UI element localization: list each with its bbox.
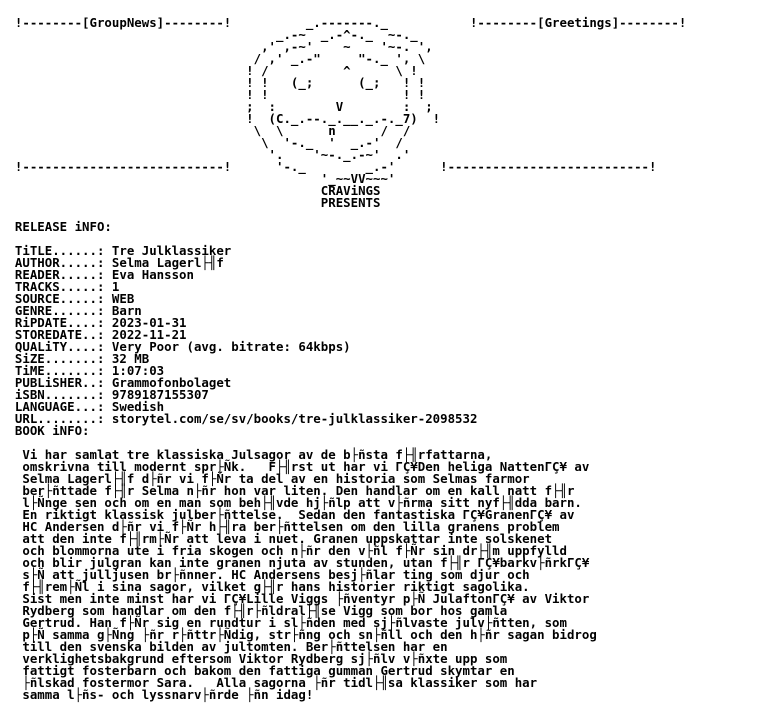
ascii-art-line: _.-~ _.-^-._ ~-._	[0, 27, 418, 42]
ascii-art-line: '. '~-._.-~' .'	[0, 147, 411, 162]
ascii-art-line: ; : V : ;	[0, 99, 433, 114]
ascii-art-line: PRESENTS	[0, 195, 381, 210]
book-info-line: Selma Lagerl├╢f d├ñr vi f├Ñr ta del av en historia som Selmas farmor	[0, 471, 530, 486]
release-info-line: RELEASE iNFO:	[0, 219, 112, 234]
book-info-line: HC Andersen d├ñr vi f├Ñr h├╢ra ber├ñttelsen om den lilla granens problem	[0, 519, 560, 534]
book-info-line: ber├ñttade f├╢r Selma n├ñr hon var liten. Den handlar om en kall natt f├╢r	[0, 483, 575, 498]
book-info-line: och blir julgran kan inte granen njuta av stunden, utan f├╢r ΓÇ¥barkv├ñrkΓÇ¥	[0, 555, 590, 570]
release-info-line: PUBLiSHER..: Grammofonbolaget	[0, 375, 232, 390]
ascii-art-line: ! / ^ \ !	[0, 63, 418, 78]
book-info-line: till den svenska bilden av jultomten. Ber├ñttelsen har en	[0, 639, 448, 654]
ascii-art-line: \ \ n / /	[0, 123, 411, 138]
release-info-section	[0, 209, 477, 425]
book-info-line: p├Ñ samma g├Ñng ├ñr r├ñttr├Ñdig, str├ñng och sn├ñll och den h├ñr sagan bidrog	[0, 627, 597, 642]
book-info-line: BOOK iNFO:	[0, 423, 90, 438]
book-info-line: samma l├ñs- och lyssnarv├ñrde ├ñn idag!	[0, 687, 314, 702]
book-info-line: verklighetsbakgrund eftersom Viktor Rydberg sj├ñlv v├ñxte upp som	[0, 651, 508, 666]
release-info-line: AUTHOR.....: Selma Lagerl├╢f	[0, 255, 224, 270]
release-info-line: READER.....: Eva Hansson	[0, 267, 194, 282]
book-info-line: omskrivna till modernt spr├Ñk. F├╢rst ut har vi ΓÇ¥Den heliga NattenΓÇ¥ av	[0, 459, 590, 474]
ascii-art-line: CRAViNGS	[0, 183, 381, 198]
ascii-art-line: ! (C._.--._.__._.-._7) !	[0, 111, 441, 126]
book-info-line: ├ñlskad fostermor Sara. Alla sagorna ├ñr tidl├╢sa klassiker som har	[0, 675, 538, 690]
release-info-line: LANGUAGE...: Swedish	[0, 399, 165, 414]
book-info-line: att den inte f├╢rm├Ñr att leva i nuet. Granen uppskattar inte solskenet	[0, 531, 553, 546]
book-info-line: Rydberg som handlar om den f├╢r├ñldral├╢se Vigg som bor hos gamla	[0, 603, 508, 618]
release-info-line: TiTLE......: Tre Julklassiker	[0, 243, 232, 258]
release-info-line: TRACKS.....: 1	[0, 279, 120, 294]
release-info-line: URL........: storytel.com/se/sv/books/tre-julklassiker-2098532	[0, 411, 478, 426]
book-info-line: fattigt fosterbarn och bakom den fattiga gumman Gertrud skymtar en	[0, 663, 515, 678]
release-info-line: RiPDATE....: 2023-01-31	[0, 315, 187, 330]
ascii-art-line: '_~~VV~~~'	[0, 171, 396, 186]
release-info-line: STOREDATE..: 2022-11-21	[0, 327, 187, 342]
book-info-line: och blommorna ute i fria skogen och n├ñr den v├ñl f├Ñr sin dr├╢m uppfylld	[0, 543, 567, 558]
book-info-line: Gertrud. Han f├Ñr sig en rundtur i sl├ñden med sj├ñlvaste julv├ñtten, som	[0, 615, 567, 630]
ascii-art-line: ,' ,-~' ~ '~-. ',	[0, 39, 433, 54]
release-info-line: iSBN.......: 9789187155307	[0, 387, 209, 402]
release-info-line: SiZE.......: 32 MB	[0, 351, 150, 366]
ascii-art-line: ! ! (_; (_; ! !	[0, 75, 426, 90]
book-info-line: Sist men inte minst har vi ΓÇ¥Lille Viggs ├ñventyr p├Ñ JulaftonΓÇ¥ av Viktor	[0, 591, 590, 606]
book-info-section	[0, 425, 597, 701]
release-info-line: GENRE......: Barn	[0, 303, 142, 318]
book-info-line: f├╢rem├Ñl i sina sagor, vilket g├╢r hans historier riktigt sagolika.	[0, 579, 530, 594]
release-info-line: SOURCE.....: WEB	[0, 291, 135, 306]
ascii-art-line: !--------[GroupNews]--------! _.-------._ !--------[Greetings]--------!	[0, 15, 687, 30]
ascii-art-line: ! ! ! !	[0, 87, 426, 102]
header-ascii-art	[0, 5, 686, 209]
release-info-line: QUALiTY....: Very Poor (avg. bitrate: 64kbps)	[0, 339, 351, 354]
book-info-line: En riktigt klassisk julber├ñttelse. Sedan den fantastiska ΓÇ¥GranenΓÇ¥ av	[0, 507, 575, 522]
book-info-line: s├Ñ att julljusen br├ñnner. HC Andersens besj├ñlar ting som djur och	[0, 567, 530, 582]
ascii-art-line: / ,' _.-" "-._ ', \	[0, 51, 426, 66]
ascii-art-line: \ '-._ ' _.-' /	[0, 135, 403, 150]
book-info-line: l├Ñnge sen och om en man som beh├╢vde hj├ñlp att v├ñrma sitt nyf├╢dda barn.	[0, 495, 582, 510]
release-info-line: TiME.......: 1:07:03	[0, 363, 165, 378]
book-info-line: Vi har samlat tre klassiska Julsagor av de b├ñsta f├╢rfattarna,	[0, 447, 493, 462]
ascii-art-line: !---------------------------! '-._ _.-' !---------------------------!	[0, 159, 657, 174]
